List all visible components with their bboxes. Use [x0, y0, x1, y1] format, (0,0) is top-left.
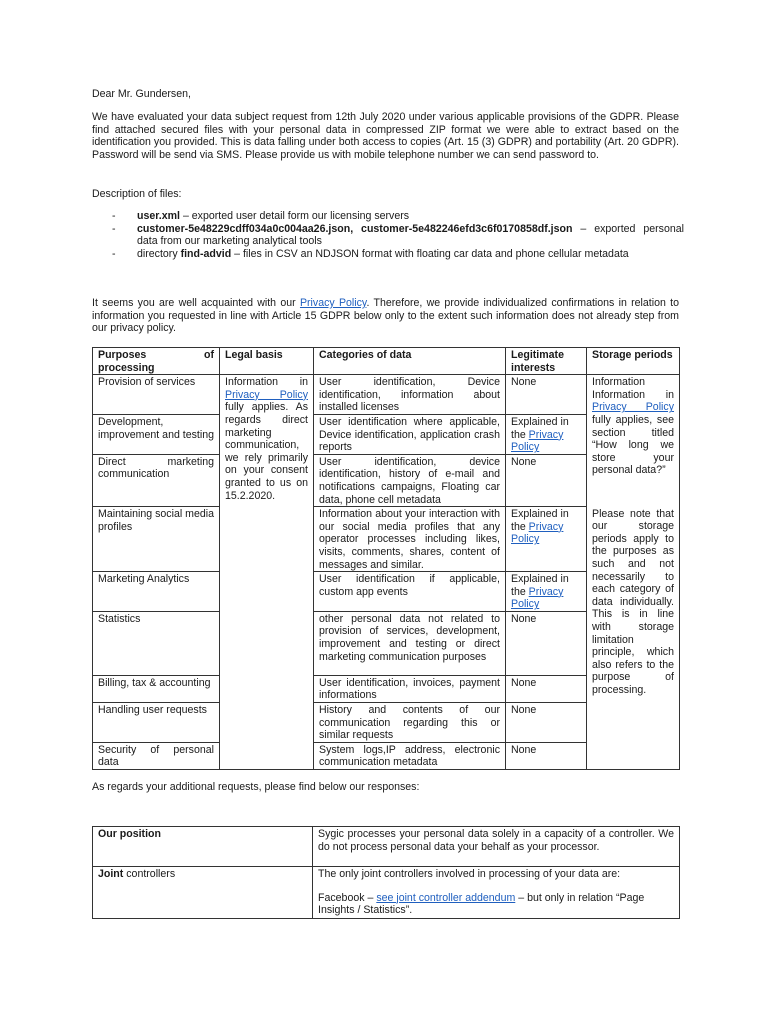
purpose-cell: Security of personal data	[93, 742, 220, 769]
interest-cell: None	[506, 675, 587, 702]
category-cell: Information about your interaction with our social media profiles that any operator processes including likes, visits, comments, shares, content of messages and similar.	[314, 507, 506, 572]
header-categories: Categories of data	[314, 348, 506, 375]
header-legal-basis: Legal basis	[220, 348, 314, 375]
files-heading: Description of files:	[92, 188, 182, 200]
privacy-policy-link[interactable]: Privacy Policy	[511, 428, 564, 454]
header-storage: Storage periods	[587, 348, 680, 375]
table-row	[93, 867, 680, 919]
category-cell: other personal data not related to provision of services, development, improvement and testing or direct marketing communication purposes	[314, 611, 506, 675]
file-list	[112, 210, 684, 260]
category-cell: User identification, Device identification, information about installed licenses	[314, 375, 506, 415]
table-header-row	[93, 348, 680, 375]
position-table	[92, 826, 680, 919]
file-desc: – exported user detail form our licensing servers	[180, 210, 410, 222]
category-cell: User identification, device identification, history of e-mail and notifications campaigns, Floating car data, phone cell metadata	[314, 454, 506, 506]
privacy-policy-link[interactable]: Privacy Policy	[225, 388, 308, 401]
file-desc: – files in CSV an NDJSON format with floating car data and phone cellular metadata	[231, 247, 629, 260]
interest-cell: None	[506, 742, 587, 769]
joint-controllers-label: Joint controllers	[93, 867, 313, 919]
interest-cell: None	[506, 454, 587, 506]
joint-controllers-intro: The only joint controllers involved in processing of your data are:	[318, 868, 621, 880]
file-desc: – exported personal data from our marketing analytical tools	[137, 222, 684, 248]
storage-cell: Information Information in Privacy Policy fully applies, see section titled “How long we store your personal data?”	[587, 375, 680, 572]
category-cell: System logs,IP address, electronic communication metadata	[314, 742, 506, 769]
storage-note: Please note that our storage periods apply to the purposes as such and not necessarily to each category of data individually. This is in line with storage limitation principle, which also refers to the purpose of processing.	[592, 507, 674, 696]
salutation: Dear Mr. Gundersen,	[92, 88, 191, 100]
joint-controller-addendum-link[interactable]: see joint controller addendum	[376, 891, 516, 904]
file-name: find-advid	[180, 247, 232, 260]
file-name: user.xml	[137, 210, 180, 222]
privacy-policy-link[interactable]: Privacy Policy	[511, 520, 564, 546]
acquainted-text: It seems you are well acquainted with our	[92, 297, 300, 309]
storage-cell-note	[587, 507, 680, 770]
interest-cell: None	[506, 611, 587, 675]
privacy-policy-link[interactable]: Privacy Policy	[299, 297, 367, 309]
header-interests: Legitimate interests	[506, 348, 587, 375]
purpose-cell: Marketing Analytics	[93, 572, 220, 612]
legal-basis-cell: Information in Privacy Policy fully applies. As regards direct marketing communication, we rely primarily on your consent granted to us on 15.2.2020.	[220, 375, 314, 770]
interest-cell: Explained in the Privacy Policy	[506, 507, 587, 572]
purpose-cell: Maintaining social media profiles	[93, 507, 220, 572]
joint-controllers-text	[313, 867, 680, 919]
category-cell: History and contents of our communication regarding this or similar requests	[314, 703, 506, 743]
purpose-cell: Statistics	[93, 611, 220, 675]
facebook-line: Facebook – see joint controller addendum – but only in relation “Page Insights / Statistics”.	[318, 891, 645, 917]
category-cell: User identification if applicable, custom app events	[314, 572, 506, 612]
purpose-cell: Development, improvement and testing	[93, 414, 220, 454]
interest-cell: Explained in the Privacy Policy	[506, 414, 587, 454]
file-item	[112, 223, 684, 248]
header-purposes: Purposes of processing	[93, 348, 220, 375]
interest-cell: None	[506, 703, 587, 743]
category-cell: User identification where applicable, Device identification, application crash reports	[314, 414, 506, 454]
file-name: customer-5e48229cdff034a0c004aa26.json, customer-5e482246efd3c6f0170858df.json	[137, 222, 573, 235]
position-label: Our position	[93, 827, 313, 867]
intro-paragraph: We have evaluated your data subject request from 12th July 2020 under various applicable provisions of the GDPR. Please find attached secured files with your personal data in compressed ZIP format we were able to extract based on the identification you provided. This is data falling under both access to copies (Art. 15 (3) GDPR) and portability (Art. 20 GDPR). Password will be send via SMS. Please provide us with mobile telephone number we can send password to.	[92, 111, 679, 161]
additional-requests-text: As regards your additional requests, please find below our responses:	[92, 781, 420, 793]
table-row	[93, 827, 680, 867]
interest-cell: None	[506, 375, 587, 415]
acquainted-text-rest: . Therefore, we provide individualized confirmations in relation to information you requested in line with Article 15 GDPR below only to the extent such information does not already step from our privacy policy.	[92, 297, 679, 335]
file-item	[112, 248, 684, 261]
purpose-cell: Provision of services	[93, 375, 220, 415]
table-row	[93, 375, 680, 415]
table-row	[93, 572, 680, 612]
interest-cell: Explained in the Privacy Policy	[506, 572, 587, 612]
position-text: Sygic processes your personal data solely in a capacity of a controller. We do not process personal data your behalf as your processor.	[313, 827, 680, 867]
purpose-cell: Handling user requests	[93, 703, 220, 743]
processing-table	[92, 347, 680, 770]
purpose-cell: Direct marketing communication	[93, 454, 220, 506]
purpose-cell: Billing, tax & accounting	[93, 675, 220, 702]
acquainted-paragraph	[92, 297, 679, 335]
file-prefix: directory	[137, 247, 181, 260]
category-cell: User identification, invoices, payment informations	[314, 675, 506, 702]
file-item	[112, 210, 684, 223]
privacy-policy-link[interactable]: Privacy Policy	[511, 585, 564, 611]
privacy-policy-link[interactable]: Privacy Policy	[592, 401, 674, 414]
